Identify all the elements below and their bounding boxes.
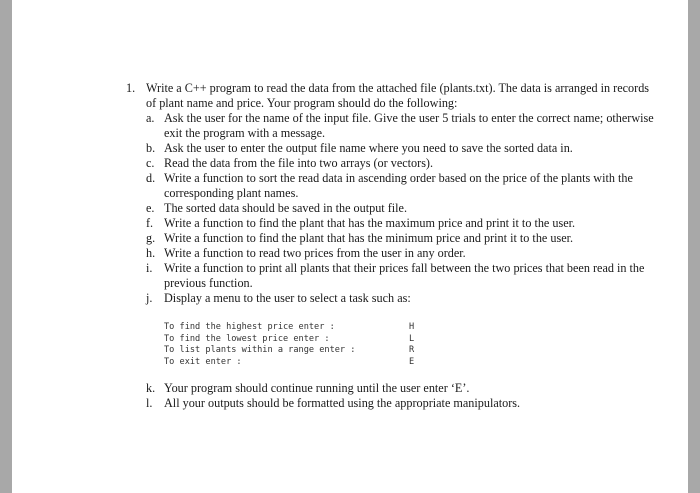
task-item-h	[126, 246, 656, 261]
question-block	[126, 81, 656, 411]
task-text: Write a function to read two prices from the user in any order.	[164, 246, 466, 260]
question-header	[126, 81, 656, 111]
task-letter: j.	[146, 291, 153, 305]
menu-key: H	[409, 322, 415, 332]
task-text: All your outputs should be formatted using the appropriate manipulators.	[164, 396, 521, 410]
task-text: Display a menu to the user to select a task such as:	[164, 291, 411, 305]
task-item-d	[126, 171, 656, 201]
task-letter: k.	[146, 381, 156, 395]
menu-row	[164, 322, 419, 334]
menu-row	[164, 345, 419, 357]
task-item-e	[126, 201, 656, 216]
document-page	[12, 0, 688, 493]
task-item-g	[126, 231, 656, 246]
task-item-b	[126, 141, 656, 156]
task-item-c	[126, 156, 656, 171]
menu-label: To find the lowest price enter :	[164, 333, 330, 344]
task-text: Ask the user for the name of the input file. Give the user 5 trials to enter the correct name; otherwise exit the program with a message.	[164, 111, 654, 140]
menu-key: R	[409, 345, 415, 355]
task-letter: d.	[146, 171, 156, 185]
task-letter: l.	[146, 396, 153, 410]
task-item-i	[126, 261, 656, 291]
task-letter: a.	[146, 111, 155, 125]
task-list	[126, 111, 656, 306]
task-letter: b.	[146, 141, 156, 155]
task-text: Write a function to find the plant that has the maximum price and print it to the user.	[164, 216, 576, 230]
task-letter: e.	[146, 201, 155, 215]
menu-row	[164, 334, 419, 346]
task-letter: i.	[146, 261, 153, 275]
task-letter: h.	[146, 246, 156, 260]
right-margin-bar	[688, 0, 700, 493]
task-text: Your program should continue running until the user enter ‘E’.	[164, 381, 470, 395]
task-text: Write a function to sort the read data in ascending order based on the price of the plants with the corresponding plant names.	[164, 171, 633, 200]
task-text: Write a function to find the plant that has the minimum price and print it to the user.	[164, 231, 574, 245]
menu-code-block	[164, 322, 419, 368]
menu-row	[164, 357, 419, 369]
task-item-k	[126, 381, 656, 396]
task-text: Read the data from the file into two arrays (or vectors).	[164, 156, 434, 170]
task-text: The sorted data should be saved in the output file.	[164, 201, 408, 215]
task-list-continued	[126, 381, 656, 411]
menu-key: E	[409, 356, 415, 367]
task-letter: f.	[146, 216, 154, 230]
task-item-l	[126, 396, 656, 411]
task-text: Write a function to print all plants that their prices fall between the two prices that been read in the previous function.	[164, 261, 645, 290]
task-text: Ask the user to enter the output file name where you need to save the sorted data in.	[164, 141, 573, 155]
task-item-j	[126, 291, 656, 306]
task-item-f	[126, 216, 656, 231]
menu-key: L	[409, 333, 415, 344]
question-intro: Write a C++ program to read the data from the attached file (plants.txt). The data is arranged in records of plant name and price. Your program should do the following:	[146, 81, 650, 110]
question-number: 1.	[126, 81, 136, 95]
menu-label: To list plants within a range enter :	[164, 345, 356, 355]
task-letter: g.	[146, 231, 156, 245]
menu-label: To exit enter :	[164, 356, 242, 367]
menu-label: To find the highest price enter :	[164, 322, 335, 332]
task-letter: c.	[146, 156, 155, 170]
left-margin-bar	[0, 0, 12, 493]
task-item-a	[126, 111, 656, 141]
